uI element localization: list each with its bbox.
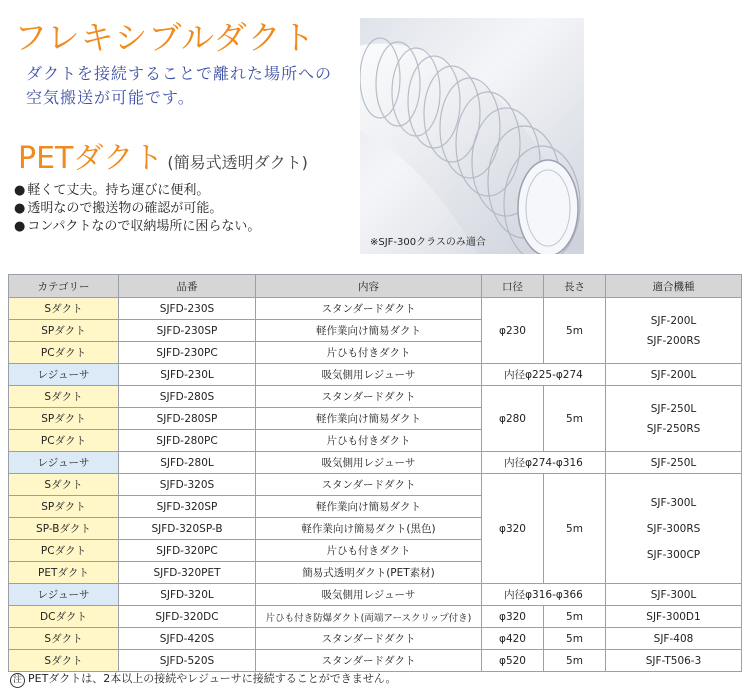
cell-part: SJFD-230SP xyxy=(119,320,256,342)
duct-photo xyxy=(360,18,584,254)
list-item: ● 軽くて丈夫。持ち運びに便利。 xyxy=(14,182,260,200)
cell-model: SJF-300D1 xyxy=(606,606,742,628)
cell-desc: スタンダードダクト xyxy=(256,628,482,650)
cell-category: PCダクト xyxy=(9,430,119,452)
table-row xyxy=(9,650,742,672)
model-line: SJF-200L xyxy=(650,314,697,327)
cell-desc: 簡易式透明ダクト(PET素材) xyxy=(256,562,482,584)
cell-part: SJFD-320SP xyxy=(119,496,256,518)
cell-diameter: 内径φ274-φ316 xyxy=(482,452,606,474)
cell-category: SPダクト xyxy=(9,320,119,342)
cell-desc: 軽作業向け簡易ダクト xyxy=(256,408,482,430)
cell-diameter: φ520 xyxy=(482,650,544,672)
cell-desc: 軽作業向け簡易ダクト xyxy=(256,496,482,518)
cell-length: 5m xyxy=(544,606,606,628)
col-header: 口径 xyxy=(482,275,544,298)
pet-feature-list xyxy=(14,182,260,236)
cell-part: SJFD-230S xyxy=(119,298,256,320)
cell-diameter: 内径φ316-φ366 xyxy=(482,584,606,606)
list-item: ● 透明なので搬送物の確認が可能。 xyxy=(14,200,260,218)
cell-model: SJF-T506-3 xyxy=(606,650,742,672)
col-header: 適合機種 xyxy=(606,275,742,298)
col-header: カテゴリー xyxy=(9,275,119,298)
model-line: SJF-250RS xyxy=(646,422,701,435)
flexible-duct-image xyxy=(360,18,584,254)
cell-length: 5m xyxy=(544,474,606,584)
cell-category: レジューサ xyxy=(9,584,119,606)
cell-length: 5m xyxy=(544,298,606,364)
model-line: SJF-300L xyxy=(650,496,697,509)
cell-model: SJF-300L xyxy=(606,584,742,606)
cell-part: SJFD-420S xyxy=(119,628,256,650)
col-header: 品番 xyxy=(119,275,256,298)
cell-diameter: φ280 xyxy=(482,386,544,452)
cell-part: SJFD-320SP-B xyxy=(119,518,256,540)
cell-diameter: φ420 xyxy=(482,628,544,650)
cell-diameter: φ320 xyxy=(482,606,544,628)
cell-category: PETダクト xyxy=(9,562,119,584)
cell-part: SJFD-320L xyxy=(119,584,256,606)
cell-diameter: φ230 xyxy=(482,298,544,364)
lead-line-2: 空気搬送が可能です。 xyxy=(26,88,195,107)
cell-desc: 軽作業向け簡易ダクト(黒色) xyxy=(256,518,482,540)
cell-desc: 片ひも付きダクト xyxy=(256,342,482,364)
cell-length: 5m xyxy=(544,628,606,650)
cell-part: SJFD-320PC xyxy=(119,540,256,562)
page-title: フレキシブルダクト xyxy=(14,18,316,57)
cell-category: PCダクト xyxy=(9,540,119,562)
cell-desc: スタンダードダクト xyxy=(256,650,482,672)
cell-category: レジューサ xyxy=(9,452,119,474)
cell-desc: 軽作業向け簡易ダクト xyxy=(256,320,482,342)
cell-category: Sダクト xyxy=(9,474,119,496)
cell-part: SJFD-230PC xyxy=(119,342,256,364)
list-item: ● コンパクトなので収納場所に困らない。 xyxy=(14,218,260,236)
cell-part: SJFD-320S xyxy=(119,474,256,496)
cell-part: SJFD-280SP xyxy=(119,408,256,430)
cell-desc: 吸気側用レジューサ xyxy=(256,584,482,606)
cell-part: SJFD-280L xyxy=(119,452,256,474)
col-header: 内容 xyxy=(256,275,482,298)
cell-part: SJFD-280S xyxy=(119,386,256,408)
table-row xyxy=(9,364,742,386)
cell-model: SJF-200L xyxy=(606,364,742,386)
pet-title: PETダクト xyxy=(18,141,164,176)
cell-desc: スタンダードダクト xyxy=(256,298,482,320)
cell-category: PCダクト xyxy=(9,342,119,364)
cell-desc: 吸気側用レジューサ xyxy=(256,364,482,386)
cell-model xyxy=(606,474,742,584)
note-mark-icon: 注 xyxy=(10,673,25,688)
cell-model xyxy=(606,298,742,364)
cell-category: レジューサ xyxy=(9,364,119,386)
spec-table xyxy=(8,274,742,672)
lead-line-1: ダクトを接続することで離れた場所への xyxy=(26,64,333,83)
pet-subtitle: (簡易式透明ダクト) xyxy=(167,153,308,172)
cell-part: SJFD-320PET xyxy=(119,562,256,584)
cell-model xyxy=(606,386,742,452)
cell-desc: 片ひも付き防爆ダクト(両端アースクリップ付き) xyxy=(256,606,482,628)
cell-category: DCダクト xyxy=(9,606,119,628)
table-row xyxy=(9,298,742,320)
cell-desc: スタンダードダクト xyxy=(256,474,482,496)
cell-part: SJFD-520S xyxy=(119,650,256,672)
cell-part: SJFD-230L xyxy=(119,364,256,386)
table-row xyxy=(9,474,742,496)
table-row xyxy=(9,386,742,408)
cell-category: SPダクト xyxy=(9,408,119,430)
cell-desc: スタンダードダクト xyxy=(256,386,482,408)
cell-length: 5m xyxy=(544,650,606,672)
cell-diameter: φ320 xyxy=(482,474,544,584)
table-row xyxy=(9,584,742,606)
cell-diameter: 内径φ225-φ274 xyxy=(482,364,606,386)
table-row xyxy=(9,606,742,628)
photo-note: ※SJF-300クラスのみ適合 xyxy=(370,237,486,248)
cell-desc: 片ひも付きダクト xyxy=(256,540,482,562)
cell-part: SJFD-280PC xyxy=(119,430,256,452)
cell-part: SJFD-320DC xyxy=(119,606,256,628)
cell-length: 5m xyxy=(544,386,606,452)
table-header-row xyxy=(9,275,742,298)
footnote-text: PETダクトは、2本以上の接続やレジューサに接続することができません。 xyxy=(28,672,397,685)
cell-category: Sダクト xyxy=(9,298,119,320)
lead-text xyxy=(26,62,332,110)
model-line: SJF-300RS xyxy=(646,522,701,535)
cell-desc: 片ひも付きダクト xyxy=(256,430,482,452)
col-header: 長さ xyxy=(544,275,606,298)
footnote xyxy=(10,670,396,688)
cell-category: Sダクト xyxy=(9,650,119,672)
cell-category: SP-Bダクト xyxy=(9,518,119,540)
pet-heading xyxy=(18,133,308,177)
cell-category: SPダクト xyxy=(9,496,119,518)
table-row xyxy=(9,628,742,650)
table-row xyxy=(9,452,742,474)
cell-category: Sダクト xyxy=(9,628,119,650)
model-line: SJF-200RS xyxy=(646,334,701,347)
cell-desc: 吸気側用レジューサ xyxy=(256,452,482,474)
model-line: SJF-250L xyxy=(650,402,697,415)
cell-category: Sダクト xyxy=(9,386,119,408)
cell-model: SJF-250L xyxy=(606,452,742,474)
model-line: SJF-300CP xyxy=(646,548,701,561)
cell-model: SJF-408 xyxy=(606,628,742,650)
